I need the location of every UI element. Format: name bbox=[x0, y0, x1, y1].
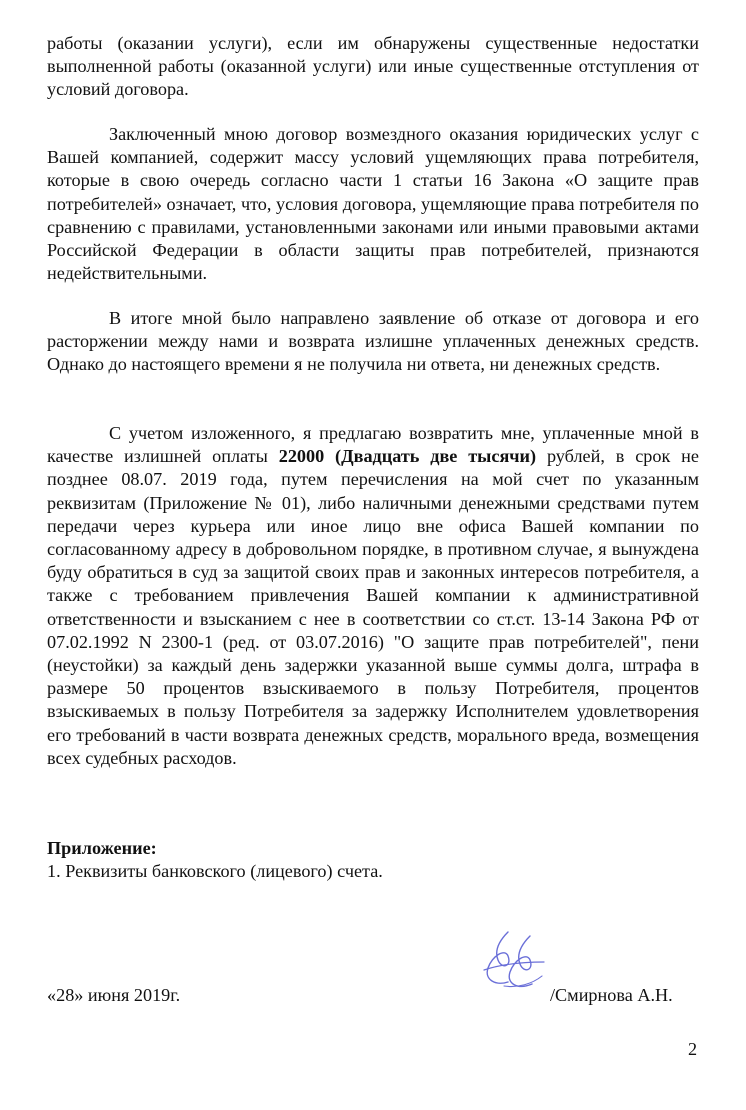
handwritten-signature bbox=[478, 926, 558, 996]
demand-text-start: С учетом изложенного, я предлагаю возвратить мне, уплаченные мной в качестве излишней оплаты bbox=[47, 423, 699, 467]
paragraph-demand bbox=[47, 422, 699, 770]
page-number: 2 bbox=[688, 1039, 698, 1059]
demand-amount: 22000 (Двадцать две тысячи) bbox=[278, 446, 537, 467]
appendix-section bbox=[47, 837, 383, 883]
signer-name: /Смирнова А.Н. bbox=[550, 985, 673, 1005]
demand-text-end: рублей, в срок не позднее 08.07. 2019 года, путем перечисления на мой счет по указанным реквизитам (Приложение № 01), либо наличными денежными средствами путем передачи через курьера или иное лицо вне офиса Вашей компании по согласованному адресу в добровольном порядке, в противном случае, я вынуждена буду обратиться в суд за защитой своих прав и законных интересов потребителя, а также с требованием привлечения Вашей компании к административной ответственности и взысканием с нее в соответствии со ст.ст. 13-14 Закона РФ от 07.02.1992 N 2300-1 (ред. от 03.07.2016) "О защите прав потребителей", пени (неустойки) за каждый день задержки указанной выше суммы долга, штрафа в размере 50 процентов взыскиваемого в пользу Потребителя, процентов взыскиваемых в пользу Потребителя за задержку Исполнителем удовлетворения его требований в части возврата денежных средств, морального вреда, возмещения всех судебных расходов. bbox=[47, 446, 699, 768]
paragraph-continuation: работы (оказании услуги), если им обнаружены существенные недостатки выполненной работы (оказанной услуги) или иные существенные отступления от условий договора. bbox=[47, 33, 699, 100]
document-date: «28» июня 2019г. bbox=[47, 985, 181, 1005]
appendix-item: 1. Реквизиты банковского (лицевого) счета. bbox=[47, 861, 383, 882]
paragraph-contract-terms: Заключенный мною договор возмездного оказания юридических услуг с Вашей компанией, содержит массу условий ущемляющих права потребителя, которые в свою очередь согласно части 1 статьи 16 Закона «О защите прав потребителей» означает, что, условия договора, ущемляющие права потребителя по сравнению с правилами, установленными законами или иными правовыми актами Российской Федерации в области защиты прав потребителей, признаются недействительными. bbox=[47, 124, 699, 284]
paragraph-refusal-notice: В итоге мной было направлено заявление об отказе от договора и его расторжении между нами и возврата излишне уплаченных денежных средств. Однако до настоящего времени я не получила ни ответа, ни денежных средств. bbox=[47, 308, 699, 375]
appendix-heading: Приложение: bbox=[47, 838, 157, 858]
